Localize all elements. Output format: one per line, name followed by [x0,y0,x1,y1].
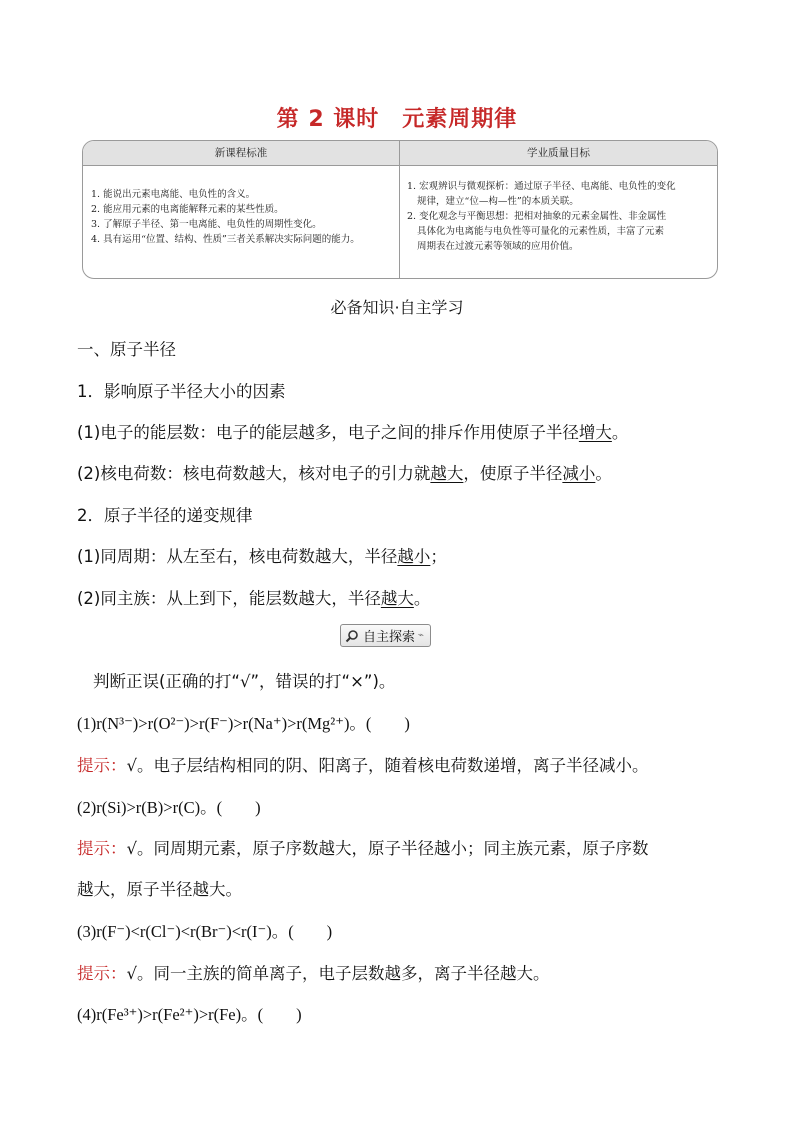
list-item: 具体化为电离能与电负性等可量化的元素性质，丰富了元素 [417,226,665,237]
hint-label: 提示： [77,756,127,775]
column-divider [399,141,400,278]
right-header: 学业质量目标 [527,147,590,159]
paragraph-nuclear-charge: (2)核电荷数：核电荷数越大，核对电子的引力就越大，使原子半径减小。 [77,464,612,483]
answer-blank: 越小 [397,547,431,566]
question-2: (2)r(Si)>r(B)>r(C)。( ) [77,798,261,817]
answer-blank: 减小 [562,464,596,483]
instruction-text: 判断正误(正确的打“√”，错误的打“×”)。 [93,672,396,691]
paragraph-energy-levels: (1)电子的能层数：电子的能层越多，电子之间的排斥作用使原子半径增大。 [77,423,629,442]
hint-2-continued: 越大，原子半径越大。 [77,880,242,899]
hint-2: 提示：√。同周期元素，原子序数越大，原子半径越小；同主族元素，原子序数 [77,839,649,858]
list-item: 3. 了解原子半径、第一电离能、电负性的周期性变化。 [91,219,322,230]
answer-blank: 越大 [430,464,464,483]
standards-header [83,141,717,166]
section-title: 必备知识·自主学习 [330,298,464,317]
self-explore-badge [340,624,431,647]
subheading-factors: 1．影响原子半径大小的因素 [77,382,286,401]
list-item: 1. 能说出元素电离能、电负性的含义。 [91,189,256,200]
magnifier-icon [345,629,359,643]
badge-label: 自主探索 [363,630,416,645]
list-item: 2. 能应用元素的电离能解释元素的某些性质。 [91,204,284,215]
hint-label: 提示： [77,839,127,858]
paragraph-same-group: (2)同主族：从上到下，能层数越大，半径越大。 [77,589,431,608]
question-4: (4)r(Fe³⁺)>r(Fe²⁺)>r(Fe)。( ) [77,1005,302,1024]
badge-tail: ⌁ [418,630,425,641]
left-header: 新课程标准 [214,147,268,159]
hint-3: 提示：√。同一主族的简单离子，电子层数越多，离子半径越大。 [77,964,550,983]
question-3: (3)r(F⁻)<r(Cl⁻)<r(Br⁻)<r(I⁻)。( ) [77,922,333,941]
paragraph-same-period: (1)同周期：从左至右，核电荷数越大，半径越小； [77,547,447,566]
left-list [91,187,391,247]
list-item: 4. 具有运用“位置、结构、性质”三者关系解决实际问题的能力。 [91,234,360,245]
answer-blank: 增大 [578,423,612,442]
list-item: 2. 变化观念与平衡思想：把相对抽象的元素金属性、非金属性 [407,211,667,222]
hint-1: 提示：√。电子层结构相同的阴、阳离子，随着核电荷数递增，离子半径减小。 [77,756,649,775]
list-item: 1. 宏观辨识与微观探析：通过原子半径、电离能、电负性的变化 [407,181,676,192]
list-item: 周期表在过渡元素等领域的应用价值。 [417,241,579,252]
list-item: 规律，建立“位—构—性”的本质关联。 [417,196,579,207]
answer-blank: 越大 [380,589,414,608]
question-1: (1)r(N³⁻)>r(O²⁻)>r(F⁻)>r(Na⁺)>r(Mg²⁺)。( ) [77,714,410,733]
hint-label: 提示： [77,964,127,983]
right-list [407,179,713,254]
standards-table [82,140,718,279]
heading-atomic-radius: 一、原子半径 [77,340,176,359]
subheading-trends: 2．原子半径的递变规律 [77,506,253,525]
lesson-title: 第 2 课时 元素周期律 [276,107,518,132]
